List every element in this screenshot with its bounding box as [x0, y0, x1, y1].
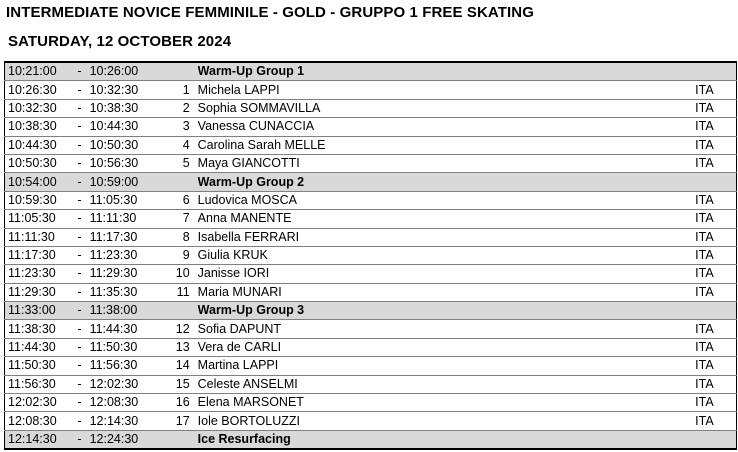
session-label: Warm-Up Group 2: [198, 173, 696, 191]
start-number: 8: [167, 228, 198, 246]
nation-code: ITA: [695, 412, 736, 430]
start-time: 10:26:30: [5, 81, 72, 99]
time-separator: -: [71, 394, 87, 412]
session-label: Warm-Up Group 1: [198, 62, 696, 81]
start-time: 12:08:30: [5, 412, 72, 430]
time-separator: -: [71, 412, 87, 430]
skater-name: Maya GIANCOTTI: [198, 154, 696, 172]
start-time: 10:59:30: [5, 191, 72, 209]
end-time: 11:05:30: [88, 191, 168, 209]
nation-code: [695, 430, 736, 449]
schedule-body: [5, 62, 737, 449]
nation-code: ITA: [695, 357, 736, 375]
skater-name: Ludovica MOSCA: [198, 191, 696, 209]
start-number: 4: [167, 136, 198, 154]
time-separator: -: [71, 430, 87, 449]
start-time: 10:54:00: [5, 173, 72, 191]
end-time: 12:14:30: [88, 412, 168, 430]
schedule-skater-row: [5, 154, 737, 172]
time-separator: -: [71, 357, 87, 375]
skater-name: Carolina Sarah MELLE: [198, 136, 696, 154]
nation-code: [695, 173, 736, 191]
schedule-skater-row: [5, 338, 737, 356]
time-separator: -: [71, 302, 87, 320]
time-separator: -: [71, 228, 87, 246]
end-time: 10:32:30: [88, 81, 168, 99]
end-time: 11:29:30: [88, 265, 168, 283]
start-number: 5: [167, 154, 198, 172]
nation-code: [695, 62, 736, 81]
schedule-skater-row: [5, 412, 737, 430]
start-number: [167, 62, 198, 81]
end-time: 10:26:00: [88, 62, 168, 81]
end-time: 10:59:00: [88, 173, 168, 191]
nation-code: ITA: [695, 136, 736, 154]
time-separator: -: [71, 265, 87, 283]
start-number: 10: [167, 265, 198, 283]
skater-name: Janisse IORI: [198, 265, 696, 283]
schedule-skater-row: [5, 357, 737, 375]
end-time: 11:35:30: [88, 283, 168, 301]
end-time: 11:44:30: [88, 320, 168, 338]
end-time: 11:50:30: [88, 338, 168, 356]
event-date: SATURDAY, 12 OCTOBER 2024: [8, 33, 232, 50]
schedule-group-row: [5, 62, 737, 81]
nation-code: ITA: [695, 246, 736, 264]
start-time: 11:33:00: [5, 302, 72, 320]
schedule-skater-row: [5, 81, 737, 99]
start-time: 11:38:30: [5, 320, 72, 338]
start-number: 6: [167, 191, 198, 209]
time-separator: -: [71, 191, 87, 209]
schedule-skater-row: [5, 283, 737, 301]
time-separator: -: [71, 154, 87, 172]
skater-name: Anna MANENTE: [198, 210, 696, 228]
end-time: 12:08:30: [88, 394, 168, 412]
nation-code: ITA: [695, 99, 736, 117]
end-time: 11:56:30: [88, 357, 168, 375]
schedule-skater-row: [5, 118, 737, 136]
nation-code: ITA: [695, 210, 736, 228]
start-time: 12:14:30: [5, 430, 72, 449]
start-time: 11:56:30: [5, 375, 72, 393]
nation-code: ITA: [695, 320, 736, 338]
start-time: 11:23:30: [5, 265, 72, 283]
nation-code: ITA: [695, 394, 736, 412]
time-separator: -: [71, 320, 87, 338]
page-title: INTERMEDIATE NOVICE FEMMINILE - GOLD - GRUPPO 1 FREE SKATING: [6, 4, 534, 21]
skater-name: Martina LAPPI: [198, 357, 696, 375]
start-time: 10:38:30: [5, 118, 72, 136]
skater-name: Michela LAPPI: [198, 81, 696, 99]
start-number: 1: [167, 81, 198, 99]
schedule-group-row: [5, 430, 737, 449]
time-separator: -: [71, 62, 87, 81]
time-separator: -: [71, 210, 87, 228]
nation-code: ITA: [695, 118, 736, 136]
skater-name: Iole BORTOLUZZI: [198, 412, 696, 430]
start-number: 14: [167, 357, 198, 375]
schedule-skater-row: [5, 191, 737, 209]
skater-name: Sofia DAPUNT: [198, 320, 696, 338]
start-number: 15: [167, 375, 198, 393]
nation-code: ITA: [695, 191, 736, 209]
start-time: 11:05:30: [5, 210, 72, 228]
nation-code: ITA: [695, 265, 736, 283]
skater-name: Sophia SOMMAVILLA: [198, 99, 696, 117]
skater-name: Maria MUNARI: [198, 283, 696, 301]
start-number: 13: [167, 338, 198, 356]
schedule-skater-row: [5, 394, 737, 412]
time-separator: -: [71, 246, 87, 264]
start-time: 10:32:30: [5, 99, 72, 117]
start-number: 3: [167, 118, 198, 136]
time-separator: -: [71, 99, 87, 117]
nation-code: ITA: [695, 375, 736, 393]
end-time: 10:44:30: [88, 118, 168, 136]
end-time: 10:38:30: [88, 99, 168, 117]
end-time: 11:11:30: [88, 210, 168, 228]
start-number: [167, 430, 198, 449]
end-time: 12:02:30: [88, 375, 168, 393]
end-time: 11:23:30: [88, 246, 168, 264]
nation-code: ITA: [695, 338, 736, 356]
start-time: 11:29:30: [5, 283, 72, 301]
start-time: 10:44:30: [5, 136, 72, 154]
start-number: [167, 302, 198, 320]
start-time: 11:50:30: [5, 357, 72, 375]
skater-name: Vanessa CUNACCIA: [198, 118, 696, 136]
schedule-skater-row: [5, 265, 737, 283]
schedule-group-row: [5, 302, 737, 320]
nation-code: ITA: [695, 81, 736, 99]
start-number: [167, 173, 198, 191]
session-label: Ice Resurfacing: [198, 430, 696, 449]
start-time: 11:11:30: [5, 228, 72, 246]
start-number: 16: [167, 394, 198, 412]
schedule-skater-row: [5, 99, 737, 117]
time-separator: -: [71, 375, 87, 393]
skater-name: Isabella FERRARI: [198, 228, 696, 246]
start-number: 2: [167, 99, 198, 117]
schedule-skater-row: [5, 136, 737, 154]
schedule-skater-row: [5, 320, 737, 338]
start-time: 11:17:30: [5, 246, 72, 264]
start-time: 11:44:30: [5, 338, 72, 356]
schedule-skater-row: [5, 228, 737, 246]
start-number: 17: [167, 412, 198, 430]
skater-name: Elena MARSONET: [198, 394, 696, 412]
time-separator: -: [71, 118, 87, 136]
start-time: 10:50:30: [5, 154, 72, 172]
schedule-table: [4, 61, 737, 450]
skater-name: Giulia KRUK: [198, 246, 696, 264]
nation-code: [695, 302, 736, 320]
skater-name: Vera de CARLI: [198, 338, 696, 356]
session-label: Warm-Up Group 3: [198, 302, 696, 320]
end-time: 11:17:30: [88, 228, 168, 246]
end-time: 11:38:00: [88, 302, 168, 320]
time-separator: -: [71, 338, 87, 356]
end-time: 10:50:30: [88, 136, 168, 154]
nation-code: ITA: [695, 283, 736, 301]
start-number: 12: [167, 320, 198, 338]
start-number: 9: [167, 246, 198, 264]
time-separator: -: [71, 136, 87, 154]
start-time: 12:02:30: [5, 394, 72, 412]
end-time: 10:56:30: [88, 154, 168, 172]
schedule-skater-row: [5, 210, 737, 228]
start-number: 7: [167, 210, 198, 228]
schedule-group-row: [5, 173, 737, 191]
schedule-skater-row: [5, 246, 737, 264]
time-separator: -: [71, 81, 87, 99]
skater-name: Celeste ANSELMI: [198, 375, 696, 393]
nation-code: ITA: [695, 228, 736, 246]
end-time: 12:24:30: [88, 430, 168, 449]
start-time: 10:21:00: [5, 62, 72, 81]
time-separator: -: [71, 173, 87, 191]
nation-code: ITA: [695, 154, 736, 172]
time-separator: -: [71, 283, 87, 301]
schedule-skater-row: [5, 375, 737, 393]
start-number: 11: [167, 283, 198, 301]
